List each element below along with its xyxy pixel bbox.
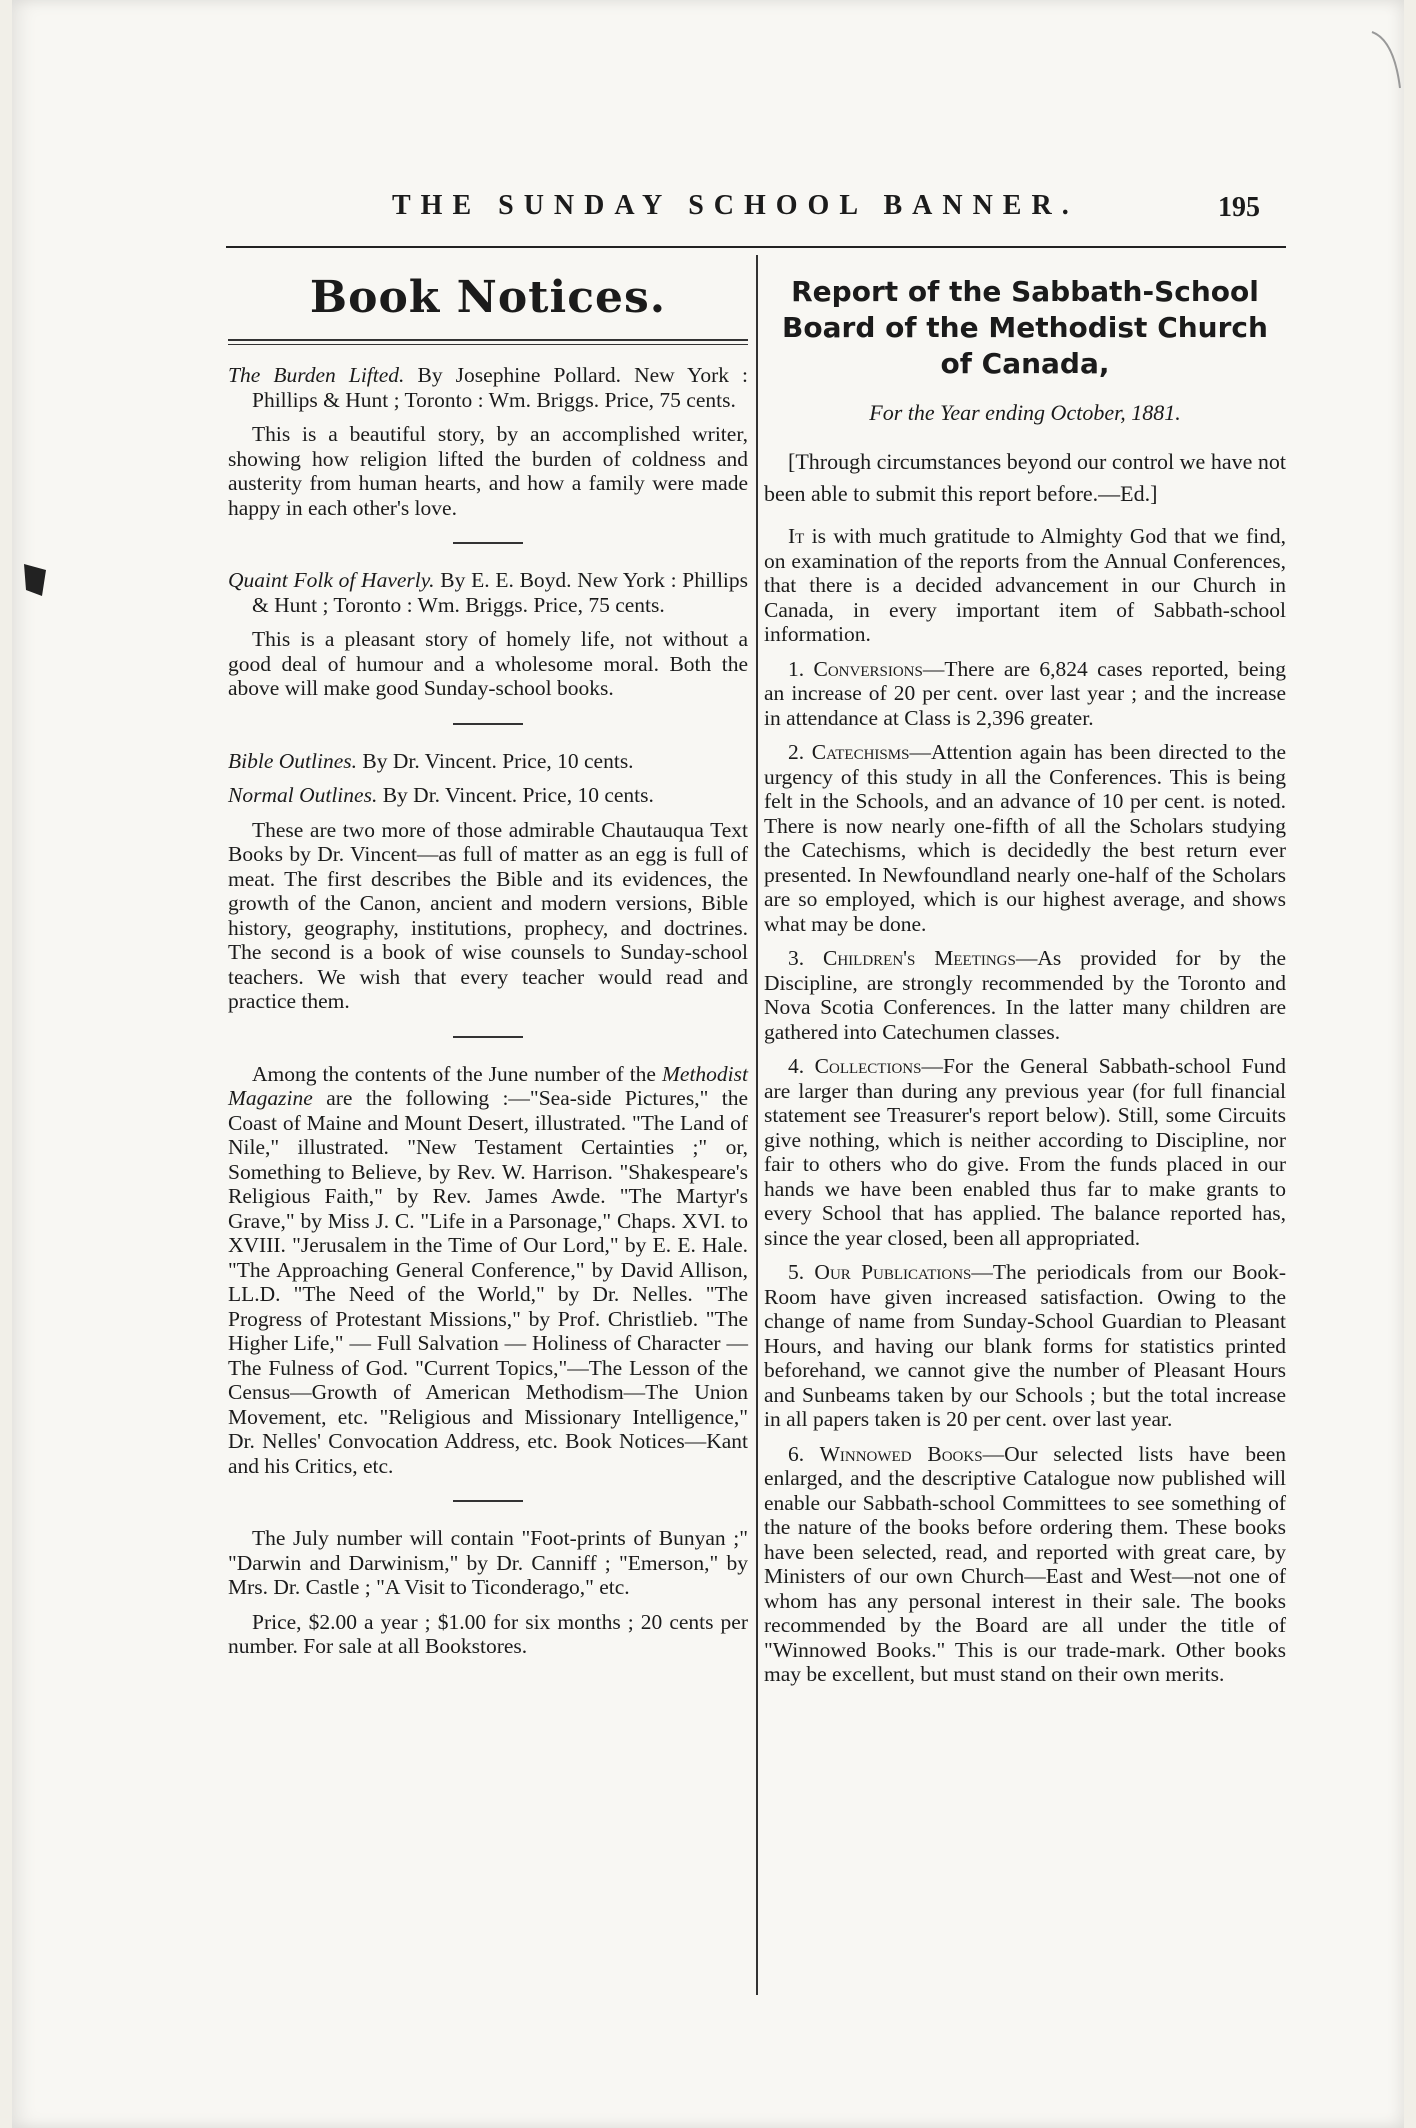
book-title: Normal Outlines. — [228, 783, 378, 807]
book-meta: By Josephine Pollard. New York : Phillips & Hunt ; Toronto : Wm. Briggs. Price, 75 cents. — [252, 363, 749, 412]
binding-mark — [20, 560, 50, 600]
book-meta: By Dr. Vincent. Price, 10 cents. — [362, 748, 634, 773]
item-text: —For the General Sabbath-school Fund are larger than during any previous year (for full financial statement see Treasurer's report below). Still, some Circuits give nothing, which is neither according to Discipline, nor fair to others who do give. From the funds placed in our hands we have been enabled thus far to make grants to every School that has applied. The balance reported has, since the year closed, been all appropriated. — [764, 1054, 1286, 1250]
book-meta: By Dr. Vincent. Price, 10 cents. — [382, 783, 654, 807]
title-rule — [228, 339, 748, 345]
magazine-name: Methodist Magazine — [228, 1061, 748, 1110]
separator-rule — [453, 1500, 523, 1502]
item-label: 5. Our Publications — [788, 1260, 972, 1284]
intro-first-word: It — [788, 524, 805, 548]
left-column — [228, 262, 748, 1669]
running-head: THE SUNDAY SCHOOL BANNER. — [392, 190, 1079, 221]
header-rule — [226, 246, 1286, 248]
item-label: 1. Conversions — [788, 656, 923, 681]
july-notice: The July number will contain "Foot-prints of Bunyan ;" "Darwin and Darwinism," by Dr. Canniff ; "Emerson," by Mrs. Dr. Castle ; "A Visit to Ticonderago," etc. — [228, 1526, 748, 1599]
column-rule — [756, 255, 758, 1995]
book-meta: By E. E. Boyd. New York : Phillips & Hunt ; Toronto : Wm. Briggs. Price, 75 cents. — [252, 568, 749, 617]
item-label: 4. Collections — [788, 1054, 922, 1078]
item-childrens-meetings — [764, 946, 1286, 1044]
item-winnowed-books — [764, 1442, 1286, 1687]
section-title: Book Notices. — [309, 272, 667, 323]
magazine-body: are the following :—"Sea-side Pictures," the Coast of Maine and Mount Desert, illustrated. "The Land of Nile," illustrated. "New Testament Certainties ;" or, Something to Believe, by Rev. W. Harrison. "Shakespeare's Religious Faith," by Rev. James Awde. "The Martyr's Grave," by Miss J. C. "Life in a Parsonage," Chaps. XVI. to XVIII. "Jerusalem in the Time of Our Lord," by E. E. Hale. "The Approaching General Conference," by David Allison, LL.D. "The Need of the World," by Dr. Nelles. "The Progress of Protestant Missions," by Prof. Christlieb. "The Higher Life," — Full Salvation — Holiness of Character — The Fulness of God. "Current Topics,"—The Lesson of the Census—Growth of American Methodism—The Union Movement, etc. "Religious and Missionary Intelligence," Dr. Nelles' Convocation Address, etc. Book Notices—Kant and his Critics, etc. — [228, 1086, 749, 1478]
item-collections — [764, 1054, 1286, 1250]
separator-rule — [453, 723, 523, 725]
item-publications — [764, 1260, 1286, 1432]
book-title: Bible Outlines. — [228, 748, 357, 773]
price-notice: Price, $2.00 a year ; $1.00 for six months ; 20 cents per number. For sale at all Bookstores. — [228, 1609, 748, 1658]
item-label: 6. Winnowed Books — [788, 1441, 983, 1466]
report-subtitle: For the Year ending October, 1881. — [869, 400, 1181, 425]
corner-fold — [1364, 30, 1404, 90]
notice-bible-outlines — [228, 749, 748, 774]
notice-quaint-folk — [228, 568, 748, 617]
item-conversions — [764, 657, 1286, 731]
item-catechisms — [764, 740, 1286, 936]
magazine-contents — [228, 1062, 748, 1479]
book-title: The Burden Lifted. — [228, 363, 405, 387]
book-title: Quaint Folk of Haverly. — [228, 568, 435, 592]
notice-body: These are two more of those admirable Chautauqua Text Books by Dr. Vincent—as full of matter as an egg is full of meat. The first describes the Bible and its evidences, the growth of the Canon, ancient and modern versions, Bible history, geography, institutions, prophecy, and doctrines. The second is a book of wise counsels to Sunday-school teachers. We wish that every teacher would read and practice them. — [228, 817, 748, 1013]
notice-normal-outlines — [228, 783, 748, 808]
notice-burden-lifted — [228, 363, 748, 412]
report-title: Report of the Sabbath-School Board of the Methodist Church of Canada, — [782, 275, 1268, 380]
editor-note: [Through circumstances beyond our control we have not been able to submit this report before.—Ed.] — [764, 449, 1286, 506]
item-text: —As provided for by the Discipline, are strongly recommended by the Toronto and Nova Scotia Conferences. In the latter many children are gathered into Catechumen classes. — [764, 946, 1286, 1044]
magazine-intro: Among the contents of the June number of the — [252, 1061, 656, 1086]
page-number: 195 — [1218, 192, 1260, 223]
page — [12, 0, 1404, 2128]
notice-body: This is a pleasant story of homely life, not without a good deal of humour and a wholesome moral. Both the above will make good Sunday-school books. — [228, 627, 748, 700]
item-label: 2. Catechisms — [788, 740, 910, 764]
item-text: —Attention again has been directed to the urgency of this study in all the Conferences. This is being felt in the Schools, and an advance of 10 per cent. is noted. There is now nearly one-fifth of all the Scholars studying the Catechisms, which is decidedly the best return ever presented. In Newfoundland nearly one-half of the Scholars are so employed, which is our highest average, and shows what may be done. — [764, 740, 1286, 936]
separator-rule — [453, 1036, 523, 1038]
item-text: —There are 6,824 cases reported, being an increase of 20 per cent. over last year ; and the increase in attendance at Class is 2,396 greater. — [764, 656, 1286, 730]
item-text: —Our selected lists have been enlarged, and the descriptive Catalogue now published will enable our Sabbath-school Committees to see something of the nature of the books before ordering them. These books have been selected, read, and reported with great care, by Ministers of our own Church—East and West—not one of whom has any personal interest in their sale. The books recommended by the Board are all under the title of "Winnowed Books." This is our trade-mark. Other books may be excellent, but must stand on their own merits. — [764, 1441, 1287, 1686]
separator-rule — [453, 542, 523, 544]
report-intro — [764, 524, 1286, 647]
notice-body: This is a beautiful story, by an accomplished writer, showing how religion lifted the burden of coldness and austerity from human hearts, and how a family were made happy in each other's love. — [228, 422, 748, 520]
item-label: 3. Children's Meetings — [788, 946, 1016, 970]
intro-text: is with much gratitude to Almighty God that we find, on examination of the reports from the Annual Conferences, that there is a decided advancement in our Church in Canada, in every important item of Sabbath-school information. — [764, 524, 1287, 646]
right-column — [764, 262, 1286, 1697]
item-text: —The periodicals from our Book-Room have given increased satisfaction. Owing to the change of name from Sunday-School Guardian to Pleasant Hours, and having our blank forms for statistics printed beforehand, we cannot give the number of Pleasant Hours and Sunbeams taken by our Schools ; but the total increase in all papers taken is 20 per cent. over last year. — [764, 1260, 1287, 1431]
